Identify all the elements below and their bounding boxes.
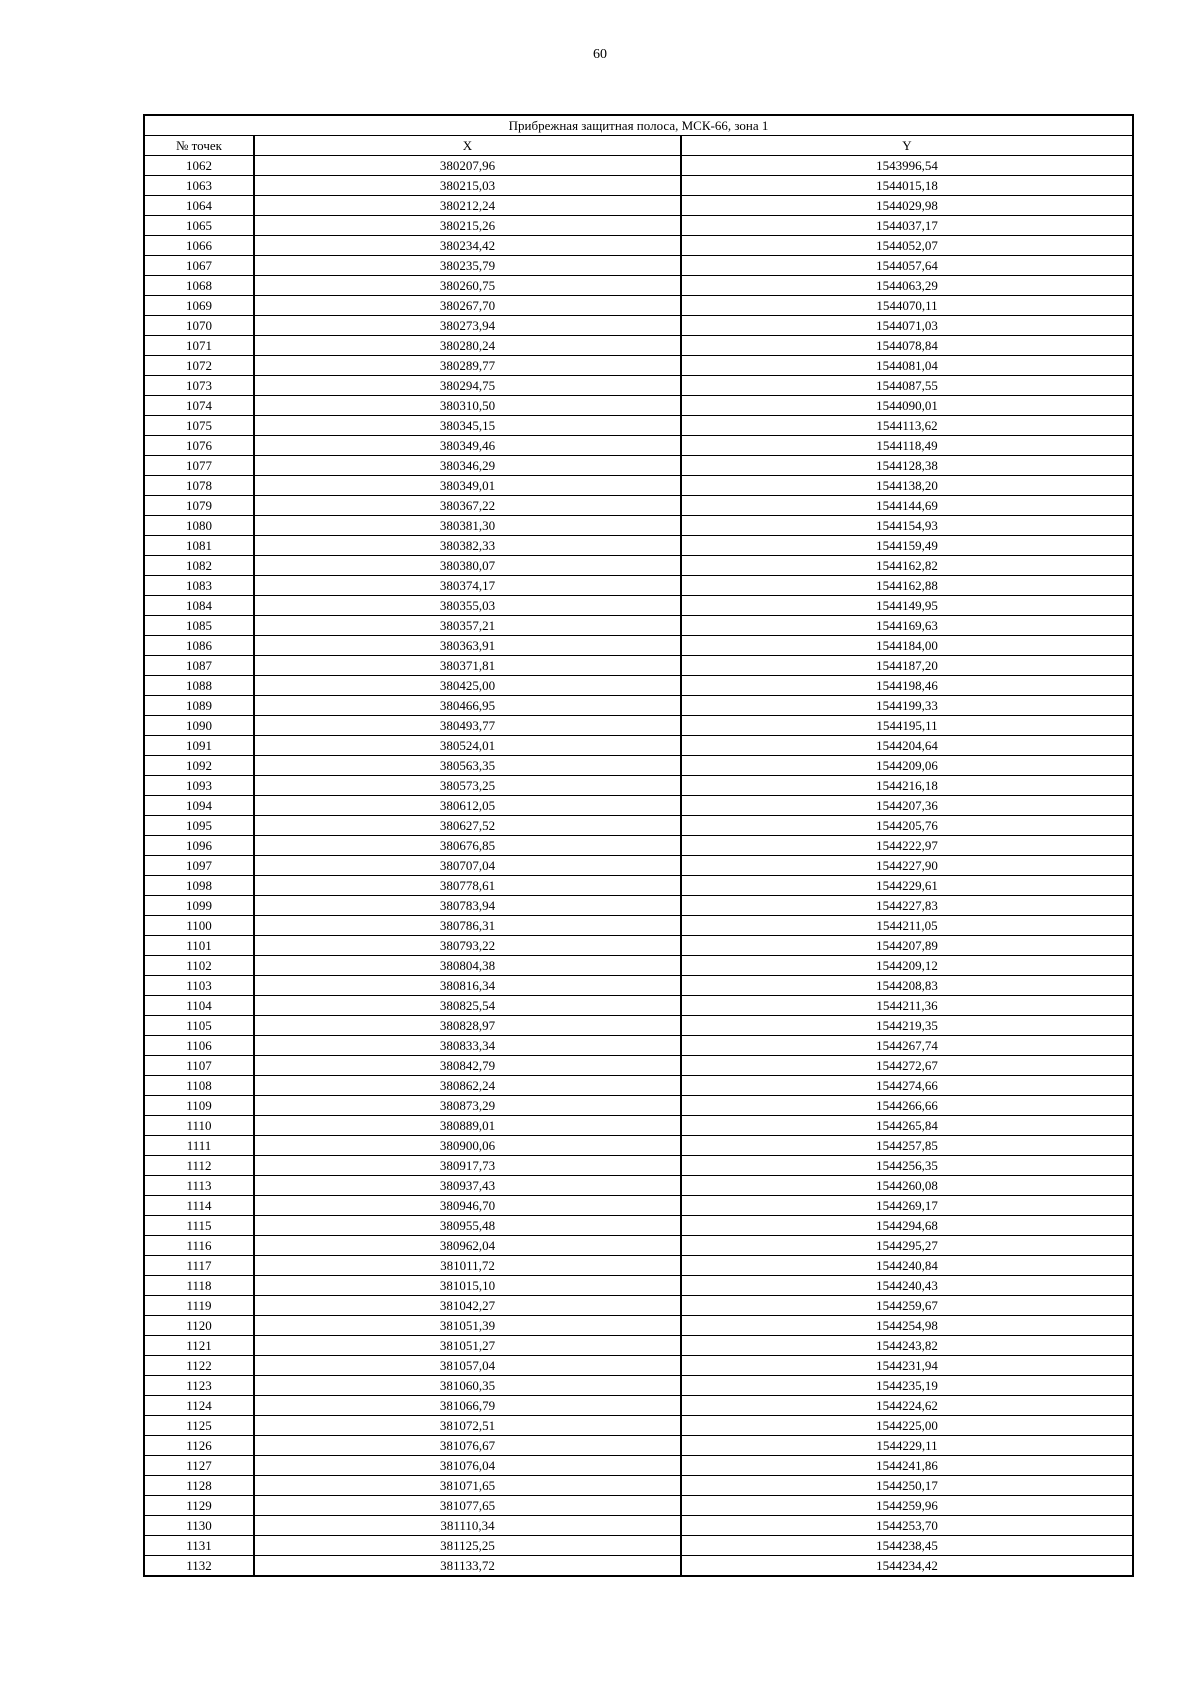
- cell-x: 380425,00: [254, 676, 681, 696]
- cell-y: 1544253,70: [681, 1516, 1133, 1536]
- table-row: [144, 436, 1133, 456]
- table-row: [144, 1236, 1133, 1256]
- cell-x: 380280,24: [254, 336, 681, 356]
- cell-y: 1544235,19: [681, 1376, 1133, 1396]
- table-row: [144, 176, 1133, 196]
- cell-point-number: 1096: [144, 836, 254, 856]
- cell-y: 1544070,11: [681, 296, 1133, 316]
- cell-point-number: 1081: [144, 536, 254, 556]
- cell-y: 1544207,36: [681, 796, 1133, 816]
- cell-point-number: 1071: [144, 336, 254, 356]
- cell-x: 381051,27: [254, 1336, 681, 1356]
- table-row: [144, 936, 1133, 956]
- cell-y: 1544113,62: [681, 416, 1133, 436]
- cell-x: 380294,75: [254, 376, 681, 396]
- cell-y: 1543996,54: [681, 156, 1133, 176]
- cell-point-number: 1068: [144, 276, 254, 296]
- cell-y: 1544015,18: [681, 176, 1133, 196]
- cell-x: 380524,01: [254, 736, 681, 756]
- cell-x: 380946,70: [254, 1196, 681, 1216]
- cell-x: 380862,24: [254, 1076, 681, 1096]
- cell-y: 1544267,74: [681, 1036, 1133, 1056]
- table-row: [144, 376, 1133, 396]
- table-row: [144, 796, 1133, 816]
- page-number: 60: [593, 47, 607, 62]
- cell-x: 381011,72: [254, 1256, 681, 1276]
- cell-x: 381066,79: [254, 1396, 681, 1416]
- table-row: [144, 756, 1133, 776]
- table-row: [144, 636, 1133, 656]
- cell-y: 1544078,84: [681, 336, 1133, 356]
- cell-y: 1544254,98: [681, 1316, 1133, 1336]
- cell-point-number: 1119: [144, 1296, 254, 1316]
- cell-y: 1544184,00: [681, 636, 1133, 656]
- cell-x: 380349,46: [254, 436, 681, 456]
- cell-point-number: 1089: [144, 696, 254, 716]
- cell-x: 381076,04: [254, 1456, 681, 1476]
- table-row: [144, 776, 1133, 796]
- cell-y: 1544241,86: [681, 1456, 1133, 1476]
- cell-x: 380493,77: [254, 716, 681, 736]
- cell-point-number: 1079: [144, 496, 254, 516]
- cell-point-number: 1105: [144, 1016, 254, 1036]
- table-row: [144, 1036, 1133, 1056]
- table-row: [144, 516, 1133, 536]
- cell-y: 1544224,62: [681, 1396, 1133, 1416]
- cell-x: 381072,51: [254, 1416, 681, 1436]
- cell-x: 380371,81: [254, 656, 681, 676]
- table-caption: Прибрежная защитная полоса, МСК-66, зона 1: [144, 115, 1133, 136]
- cell-y: 1544063,29: [681, 276, 1133, 296]
- cell-point-number: 1066: [144, 236, 254, 256]
- table-row: [144, 576, 1133, 596]
- cell-y: 1544269,17: [681, 1196, 1133, 1216]
- cell-x: 380357,21: [254, 616, 681, 636]
- cell-point-number: 1132: [144, 1556, 254, 1577]
- cell-point-number: 1070: [144, 316, 254, 336]
- cell-point-number: 1076: [144, 436, 254, 456]
- cell-x: 381077,65: [254, 1496, 681, 1516]
- cell-point-number: 1113: [144, 1176, 254, 1196]
- table-row: [144, 596, 1133, 616]
- table-header-row: [144, 136, 1133, 156]
- cell-x: 380381,30: [254, 516, 681, 536]
- table-row: [144, 336, 1133, 356]
- cell-y: 1544250,17: [681, 1476, 1133, 1496]
- cell-point-number: 1084: [144, 596, 254, 616]
- cell-point-number: 1116: [144, 1236, 254, 1256]
- cell-point-number: 1122: [144, 1356, 254, 1376]
- cell-y: 1544243,82: [681, 1336, 1133, 1356]
- cell-x: 380804,38: [254, 956, 681, 976]
- cell-x: 380212,24: [254, 196, 681, 216]
- cell-y: 1544211,36: [681, 996, 1133, 1016]
- table-row: [144, 736, 1133, 756]
- cell-point-number: 1131: [144, 1536, 254, 1556]
- cell-point-number: 1090: [144, 716, 254, 736]
- cell-x: 380260,75: [254, 276, 681, 296]
- cell-x: 380627,52: [254, 816, 681, 836]
- cell-point-number: 1115: [144, 1216, 254, 1236]
- cell-y: 1544229,61: [681, 876, 1133, 896]
- table-row: [144, 296, 1133, 316]
- cell-y: 1544240,84: [681, 1256, 1133, 1276]
- cell-x: 381057,04: [254, 1356, 681, 1376]
- cell-point-number: 1072: [144, 356, 254, 376]
- cell-point-number: 1075: [144, 416, 254, 436]
- cell-point-number: 1120: [144, 1316, 254, 1336]
- table-row: [144, 916, 1133, 936]
- cell-y: 1544266,66: [681, 1096, 1133, 1116]
- table-row: [144, 236, 1133, 256]
- cell-y: 1544128,38: [681, 456, 1133, 476]
- cell-y: 1544209,12: [681, 956, 1133, 976]
- table-row: [144, 1076, 1133, 1096]
- cell-x: 380345,15: [254, 416, 681, 436]
- cell-point-number: 1088: [144, 676, 254, 696]
- cell-x: 380873,29: [254, 1096, 681, 1116]
- table-row: [144, 896, 1133, 916]
- cell-point-number: 1080: [144, 516, 254, 536]
- table-row: [144, 676, 1133, 696]
- cell-y: 1544295,27: [681, 1236, 1133, 1256]
- table-row: [144, 696, 1133, 716]
- table-row: [144, 1496, 1133, 1516]
- table-row: [144, 1216, 1133, 1236]
- cell-x: 380367,22: [254, 496, 681, 516]
- table-row: [144, 1536, 1133, 1556]
- table-row: [144, 1196, 1133, 1216]
- table-row: [144, 1456, 1133, 1476]
- table-row: [144, 816, 1133, 836]
- cell-y: 1544057,64: [681, 256, 1133, 276]
- cell-y: 1544211,05: [681, 916, 1133, 936]
- cell-point-number: 1103: [144, 976, 254, 996]
- cell-y: 1544274,66: [681, 1076, 1133, 1096]
- cell-point-number: 1117: [144, 1256, 254, 1276]
- cell-point-number: 1125: [144, 1416, 254, 1436]
- cell-point-number: 1074: [144, 396, 254, 416]
- cell-x: 381051,39: [254, 1316, 681, 1336]
- cell-x: 380828,97: [254, 1016, 681, 1036]
- cell-point-number: 1124: [144, 1396, 254, 1416]
- cell-x: 380917,73: [254, 1156, 681, 1176]
- cell-x: 380215,26: [254, 216, 681, 236]
- cell-point-number: 1112: [144, 1156, 254, 1176]
- cell-y: 1544149,95: [681, 596, 1133, 616]
- table-row: [144, 456, 1133, 476]
- cell-y: 1544159,49: [681, 536, 1133, 556]
- cell-y: 1544118,49: [681, 436, 1133, 456]
- table-row: [144, 856, 1133, 876]
- cell-point-number: 1129: [144, 1496, 254, 1516]
- cell-y: 1544229,11: [681, 1436, 1133, 1456]
- cell-x: 381015,10: [254, 1276, 681, 1296]
- table-row: [144, 1336, 1133, 1356]
- table-row: [144, 1556, 1133, 1577]
- cell-y: 1544272,67: [681, 1056, 1133, 1076]
- header-x: X: [254, 136, 681, 156]
- cell-point-number: 1111: [144, 1136, 254, 1156]
- cell-y: 1544029,98: [681, 196, 1133, 216]
- cell-point-number: 1098: [144, 876, 254, 896]
- table-row: [144, 956, 1133, 976]
- table-row: [144, 1176, 1133, 1196]
- cell-y: 1544208,83: [681, 976, 1133, 996]
- cell-y: 1544259,96: [681, 1496, 1133, 1516]
- cell-point-number: 1077: [144, 456, 254, 476]
- cell-x: 380273,94: [254, 316, 681, 336]
- cell-x: 380900,06: [254, 1136, 681, 1156]
- cell-x: 380793,22: [254, 936, 681, 956]
- cell-x: 380215,03: [254, 176, 681, 196]
- cell-y: 1544138,20: [681, 476, 1133, 496]
- cell-x: 380346,29: [254, 456, 681, 476]
- cell-y: 1544227,90: [681, 856, 1133, 876]
- cell-point-number: 1121: [144, 1336, 254, 1356]
- cell-x: 380349,01: [254, 476, 681, 496]
- cell-point-number: 1095: [144, 816, 254, 836]
- table-row: [144, 1276, 1133, 1296]
- table-row: [144, 156, 1133, 176]
- cell-x: 380707,04: [254, 856, 681, 876]
- cell-point-number: 1128: [144, 1476, 254, 1496]
- table-row: [144, 556, 1133, 576]
- cell-y: 1544187,20: [681, 656, 1133, 676]
- cell-x: 381125,25: [254, 1536, 681, 1556]
- cell-x: 380825,54: [254, 996, 681, 1016]
- coordinates-table: [143, 114, 1134, 1577]
- cell-point-number: 1065: [144, 216, 254, 236]
- cell-y: 1544162,82: [681, 556, 1133, 576]
- cell-y: 1544052,07: [681, 236, 1133, 256]
- table-body: [144, 156, 1133, 1577]
- cell-point-number: 1083: [144, 576, 254, 596]
- cell-y: 1544238,45: [681, 1536, 1133, 1556]
- table-row: [144, 1136, 1133, 1156]
- cell-x: 380833,34: [254, 1036, 681, 1056]
- cell-y: 1544037,17: [681, 216, 1133, 236]
- table-row: [144, 876, 1133, 896]
- table-row: [144, 1056, 1133, 1076]
- cell-point-number: 1127: [144, 1456, 254, 1476]
- cell-y: 1544260,08: [681, 1176, 1133, 1196]
- cell-y: 1544227,83: [681, 896, 1133, 916]
- cell-x: 380382,33: [254, 536, 681, 556]
- cell-y: 1544195,11: [681, 716, 1133, 736]
- cell-x: 380207,96: [254, 156, 681, 176]
- cell-x: 380235,79: [254, 256, 681, 276]
- table-row: [144, 1316, 1133, 1336]
- table-row: [144, 1436, 1133, 1456]
- cell-point-number: 1094: [144, 796, 254, 816]
- table-row: [144, 1016, 1133, 1036]
- table-row: [144, 1116, 1133, 1136]
- table-row: [144, 356, 1133, 376]
- cell-x: 380234,42: [254, 236, 681, 256]
- cell-point-number: 1109: [144, 1096, 254, 1116]
- cell-point-number: 1130: [144, 1516, 254, 1536]
- cell-point-number: 1078: [144, 476, 254, 496]
- cell-point-number: 1082: [144, 556, 254, 576]
- table-row: [144, 1416, 1133, 1436]
- table-row: [144, 1476, 1133, 1496]
- cell-x: 380374,17: [254, 576, 681, 596]
- cell-point-number: 1092: [144, 756, 254, 776]
- cell-y: 1544257,85: [681, 1136, 1133, 1156]
- cell-x: 381060,35: [254, 1376, 681, 1396]
- table-row: [144, 1516, 1133, 1536]
- cell-point-number: 1107: [144, 1056, 254, 1076]
- table-row: [144, 476, 1133, 496]
- cell-x: 381076,67: [254, 1436, 681, 1456]
- cell-x: 380962,04: [254, 1236, 681, 1256]
- cell-point-number: 1106: [144, 1036, 254, 1056]
- cell-x: 381133,72: [254, 1556, 681, 1577]
- table-row: [144, 996, 1133, 1016]
- table-row: [144, 976, 1133, 996]
- cell-y: 1544256,35: [681, 1156, 1133, 1176]
- cell-x: 380466,95: [254, 696, 681, 716]
- table-row: [144, 1096, 1133, 1116]
- cell-y: 1544154,93: [681, 516, 1133, 536]
- cell-x: 380573,25: [254, 776, 681, 796]
- table-row: [144, 1296, 1133, 1316]
- table-row: [144, 1156, 1133, 1176]
- cell-point-number: 1085: [144, 616, 254, 636]
- cell-point-number: 1102: [144, 956, 254, 976]
- cell-point-number: 1110: [144, 1116, 254, 1136]
- table-row: [144, 656, 1133, 676]
- cell-y: 1544259,67: [681, 1296, 1133, 1316]
- cell-y: 1544198,46: [681, 676, 1133, 696]
- table-row: [144, 496, 1133, 516]
- cell-point-number: 1099: [144, 896, 254, 916]
- cell-y: 1544199,33: [681, 696, 1133, 716]
- table-row: [144, 316, 1133, 336]
- cell-x: 380310,50: [254, 396, 681, 416]
- table-row: [144, 216, 1133, 236]
- cell-y: 1544240,43: [681, 1276, 1133, 1296]
- cell-y: 1544144,69: [681, 496, 1133, 516]
- table-row: [144, 396, 1133, 416]
- header-point-number: № точек: [144, 136, 254, 156]
- cell-x: 380816,34: [254, 976, 681, 996]
- table-row: [144, 1356, 1133, 1376]
- cell-y: 1544216,18: [681, 776, 1133, 796]
- table-row: [144, 716, 1133, 736]
- cell-point-number: 1063: [144, 176, 254, 196]
- table-row: [144, 1256, 1133, 1276]
- cell-y: 1544219,35: [681, 1016, 1133, 1036]
- cell-y: 1544081,04: [681, 356, 1133, 376]
- cell-x: 380778,61: [254, 876, 681, 896]
- cell-y: 1544162,88: [681, 576, 1133, 596]
- cell-y: 1544222,97: [681, 836, 1133, 856]
- table-row: [144, 196, 1133, 216]
- table-row: [144, 1376, 1133, 1396]
- cell-y: 1544087,55: [681, 376, 1133, 396]
- cell-y: 1544265,84: [681, 1116, 1133, 1136]
- cell-x: 380380,07: [254, 556, 681, 576]
- cell-y: 1544207,89: [681, 936, 1133, 956]
- cell-point-number: 1062: [144, 156, 254, 176]
- cell-point-number: 1126: [144, 1436, 254, 1456]
- cell-x: 380355,03: [254, 596, 681, 616]
- cell-x: 381042,27: [254, 1296, 681, 1316]
- cell-point-number: 1108: [144, 1076, 254, 1096]
- cell-y: 1544234,42: [681, 1556, 1133, 1577]
- header-y: Y: [681, 136, 1133, 156]
- cell-x: 380937,43: [254, 1176, 681, 1196]
- cell-y: 1544169,63: [681, 616, 1133, 636]
- cell-point-number: 1073: [144, 376, 254, 396]
- cell-y: 1544204,64: [681, 736, 1133, 756]
- table-row: [144, 276, 1133, 296]
- table-row: [144, 256, 1133, 276]
- cell-point-number: 1093: [144, 776, 254, 796]
- cell-x: 380842,79: [254, 1056, 681, 1076]
- cell-point-number: 1097: [144, 856, 254, 876]
- cell-x: 380612,05: [254, 796, 681, 816]
- cell-x: 380889,01: [254, 1116, 681, 1136]
- table-row: [144, 416, 1133, 436]
- table-row: [144, 536, 1133, 556]
- table-row: [144, 836, 1133, 856]
- cell-y: 1544225,00: [681, 1416, 1133, 1436]
- table-row: [144, 1396, 1133, 1416]
- cell-point-number: 1087: [144, 656, 254, 676]
- cell-point-number: 1104: [144, 996, 254, 1016]
- cell-x: 380289,77: [254, 356, 681, 376]
- cell-point-number: 1064: [144, 196, 254, 216]
- cell-point-number: 1101: [144, 936, 254, 956]
- cell-x: 381110,34: [254, 1516, 681, 1536]
- cell-x: 380783,94: [254, 896, 681, 916]
- cell-y: 1544294,68: [681, 1216, 1133, 1236]
- table-row: [144, 616, 1133, 636]
- cell-x: 380676,85: [254, 836, 681, 856]
- cell-point-number: 1123: [144, 1376, 254, 1396]
- cell-point-number: 1086: [144, 636, 254, 656]
- cell-x: 380563,35: [254, 756, 681, 776]
- cell-point-number: 1114: [144, 1196, 254, 1216]
- cell-y: 1544205,76: [681, 816, 1133, 836]
- cell-point-number: 1100: [144, 916, 254, 936]
- cell-x: 380955,48: [254, 1216, 681, 1236]
- cell-point-number: 1069: [144, 296, 254, 316]
- cell-point-number: 1091: [144, 736, 254, 756]
- cell-point-number: 1118: [144, 1276, 254, 1296]
- cell-x: 380363,91: [254, 636, 681, 656]
- cell-y: 1544071,03: [681, 316, 1133, 336]
- cell-x: 380786,31: [254, 916, 681, 936]
- cell-y: 1544090,01: [681, 396, 1133, 416]
- cell-x: 381071,65: [254, 1476, 681, 1496]
- cell-point-number: 1067: [144, 256, 254, 276]
- cell-y: 1544231,94: [681, 1356, 1133, 1376]
- cell-y: 1544209,06: [681, 756, 1133, 776]
- cell-x: 380267,70: [254, 296, 681, 316]
